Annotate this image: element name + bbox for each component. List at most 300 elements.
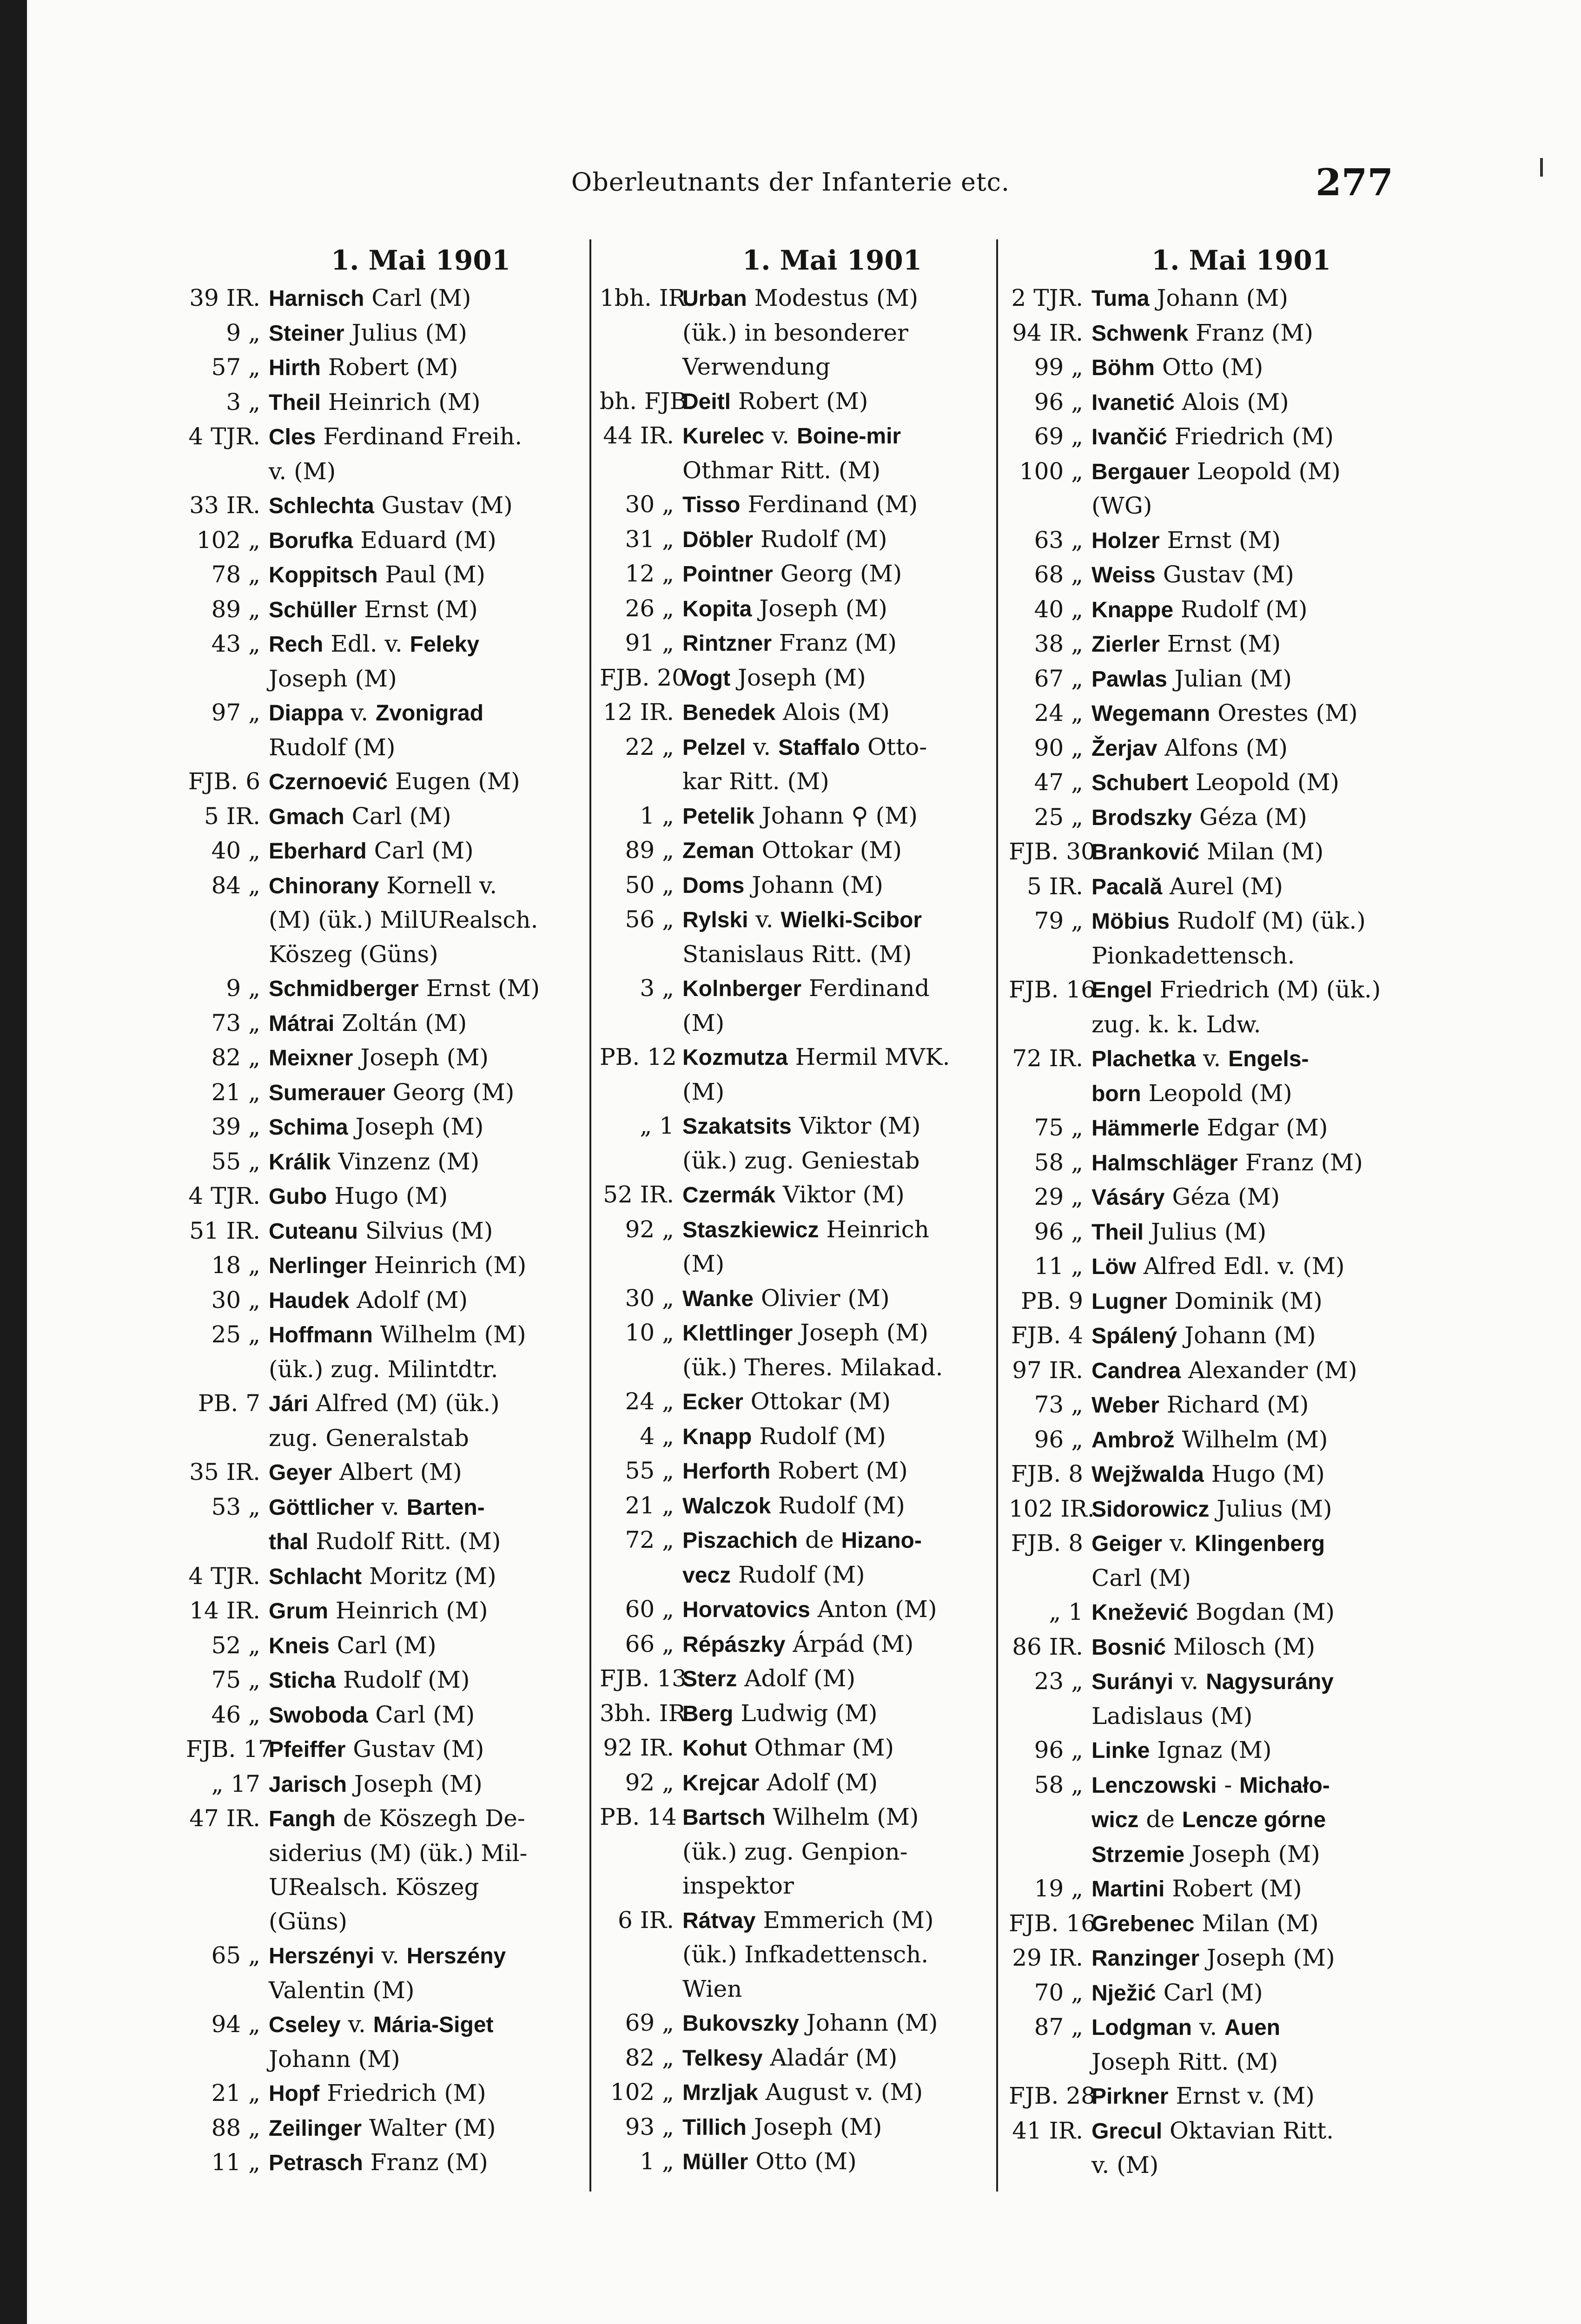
unit-ref: 72 IR. (1012, 1045, 1083, 1072)
surname: Cseley (269, 2013, 341, 2037)
officer-entry (600, 2110, 995, 2145)
surname: Steiner (269, 321, 344, 346)
officer-name: Surányi v. Nagysurány Ladislaus (M) (1091, 1668, 1334, 1730)
unit-ref: FJB. 13 (600, 1665, 687, 1692)
surname: Kozmutza (682, 1045, 788, 1070)
surname: Boine-mir (797, 424, 901, 449)
unit-ref: 6 IR. (618, 1906, 674, 1934)
officer-name: Rylski v. Wielki-Scibor Stanislaus Ritt. (M) (682, 906, 922, 968)
officer-name: Hopf Friedrich (M) (269, 2080, 486, 2106)
unit-ref: 60 „ (625, 1596, 674, 1623)
officer-entry (186, 1594, 586, 1629)
surname: Hizano- (841, 1528, 922, 1553)
officer-entry (1009, 1111, 1404, 1146)
unit-ref: 3bh. IR. (600, 1699, 694, 1727)
unit-ref: 84 „ (211, 872, 260, 899)
officer-entry (186, 1386, 586, 1455)
surname: Ivanetić (1091, 390, 1175, 415)
officer-name: Herforth Robert (M) (682, 1457, 908, 1484)
officer-entry (600, 522, 995, 557)
unit-ref: PB. 14 (600, 1803, 677, 1830)
officer-entry (186, 523, 586, 558)
officer-entry (186, 799, 586, 834)
surname: Pacală (1091, 874, 1163, 899)
officer-name: Schmidberger Ernst (M) (269, 975, 540, 1002)
officer-name: Nerlinger Heinrich (M) (269, 1252, 527, 1279)
officer-entry (600, 2006, 995, 2041)
officer-name: Kohut Othmar (M) (682, 1734, 894, 1761)
officer-entry (600, 833, 995, 868)
unit-ref: 35 IR. (189, 1459, 260, 1486)
officer-entry (186, 1629, 586, 1664)
officer-name: Wanke Olivier (M) (682, 1284, 890, 1312)
page-header (0, 153, 1581, 209)
surname: Haudek (269, 1288, 350, 1313)
unit-ref: 87 „ (1034, 2014, 1083, 2040)
unit-ref: 91 „ (625, 629, 674, 656)
unit-ref: 25 „ (1034, 803, 1083, 831)
surname: Répászky (682, 1632, 786, 1657)
officer-entry (186, 1802, 586, 1939)
officer-entry (1009, 523, 1404, 558)
surname: Herforth (682, 1459, 771, 1484)
officer-entry (1009, 1457, 1404, 1492)
unit-ref: FJB. 28 (1009, 2082, 1096, 2109)
officer-entry (1009, 973, 1404, 1042)
column-divider (996, 239, 998, 2192)
officer-entry (1009, 696, 1404, 731)
officer-name: Hoffmann Wilhelm (M) (ük.) zug. Milintdtr. (269, 1321, 526, 1383)
surname: Cles (269, 425, 316, 449)
unit-ref: 102 IR. (1009, 1495, 1095, 1522)
officer-entry (186, 2146, 586, 2180)
officer-entry (186, 627, 586, 696)
running-title: Oberleutnants der Infanterie etc. (571, 167, 1010, 197)
officer-entry (600, 1316, 995, 1385)
officer-name: Steiner Julius (M) (269, 319, 467, 346)
surname: Rech (269, 632, 324, 657)
unit-ref: FJB. 16 (1009, 1909, 1096, 1937)
officer-entry (1009, 1907, 1404, 1941)
surname: Mrzljak (682, 2080, 758, 2105)
surname: Engel (1091, 978, 1152, 1003)
officer-name: Sumerauer Georg (M) (269, 1078, 515, 1106)
officer-entry (1009, 1388, 1404, 1423)
officer-name: Wejžwalda Hugo (M) (1091, 1460, 1325, 1487)
unit-ref: 69 „ (625, 2009, 674, 2036)
officer-name: Horvatovics Anton (M) (682, 1596, 937, 1623)
officer-name: Chinorany Kornell v. (M) (ük.) MilURealsch. Köszeg (Güns) (269, 872, 538, 968)
officer-name: Döbler Rudolf (M) (682, 525, 887, 553)
surname: Czermák (682, 1183, 776, 1208)
unit-ref: 41 IR. (1012, 2117, 1083, 2144)
officer-name: Tisso Ferdinand (M) (682, 491, 918, 518)
unit-ref: 93 „ (625, 2113, 674, 2140)
unit-ref: 39 „ (211, 1113, 260, 1140)
officer-entry (600, 1731, 995, 1766)
officer-entry (1009, 1976, 1404, 2011)
unit-ref: 94 IR. (1012, 319, 1083, 346)
surname: Lodgman (1091, 2015, 1192, 2040)
unit-ref: 52 IR. (603, 1181, 674, 1208)
officer-name: Tillich Joseph (M) (682, 2113, 882, 2140)
officer-entry (186, 1214, 586, 1249)
surname: Strzemie (1091, 1842, 1185, 1867)
officer-name: Fangh de Köszegh De- siderius (M) (ük.) Mil- URealsch. Köszeg (Güns) (269, 1805, 528, 1935)
unit-ref: 55 „ (625, 1457, 674, 1484)
officer-entry (600, 971, 995, 1040)
officer-entry (1009, 350, 1404, 385)
unit-ref: 50 „ (625, 871, 674, 898)
unit-ref: 82 „ (211, 1044, 260, 1071)
officer-entry (600, 1903, 995, 2007)
unit-ref: 19 „ (1034, 1875, 1083, 1902)
officer-name: Knežević Bogdan (M) (1091, 1598, 1335, 1625)
surname: Rátvay (682, 1908, 756, 1933)
surname: Schlechta (269, 494, 374, 518)
officer-name: Schubert Leopold (M) (1091, 769, 1340, 796)
officer-entry (1009, 800, 1404, 835)
officer-name: Kozmutza Hermil MVK. (M) (682, 1043, 950, 1105)
surname: Möbius (1091, 909, 1170, 934)
unit-ref: 11 „ (211, 2149, 260, 2176)
entry-list (1009, 281, 1404, 2183)
officer-entry (186, 1283, 586, 1318)
unit-ref: 21 „ (625, 1492, 674, 1519)
unit-ref: 33 IR. (189, 492, 260, 519)
officer-name: Weber Richard (M) (1091, 1391, 1309, 1418)
surname: Spálený (1091, 1324, 1177, 1348)
officer-entry (1009, 1249, 1404, 1284)
surname: Wegemann (1091, 701, 1211, 726)
officer-name: Zeman Ottokar (M) (682, 837, 902, 864)
surname: Weiss (1091, 563, 1156, 588)
officer-entry (600, 1385, 995, 1419)
unit-ref: 22 „ (625, 733, 674, 760)
officer-name: Möbius Rudolf (M) (ük.) Pionkadettensch. (1091, 907, 1366, 969)
officer-name: Hirth Robert (M) (269, 354, 458, 381)
officer-entry (186, 1006, 586, 1041)
unit-ref: 89 „ (211, 595, 260, 623)
officer-entry (600, 1213, 995, 1281)
officer-name: Plachetka v. Engels- born Leopold (M) (1091, 1045, 1309, 1107)
officer-entry (186, 1076, 586, 1110)
officer-entry (1009, 1941, 1404, 1976)
officer-name: Theil Julius (M) (1091, 1218, 1267, 1245)
surname: Fangh (269, 1807, 336, 1831)
surname: Vogt (682, 666, 731, 691)
unit-ref: 55 „ (211, 1148, 260, 1175)
surname: Kurelec (682, 424, 765, 449)
surname: Sticha (269, 1668, 336, 1693)
unit-ref: PB. 12 (600, 1043, 677, 1070)
officer-entry (1009, 870, 1404, 905)
surname: Schima (269, 1115, 348, 1140)
officer-entry (600, 488, 995, 522)
officer-entry (1009, 1872, 1404, 1907)
officer-entry (186, 281, 586, 316)
unit-ref: 69 „ (1034, 423, 1083, 450)
unit-ref: 30 „ (625, 1284, 674, 1312)
surname: Nježić (1091, 1981, 1156, 2006)
surname: Koppitsch (269, 563, 378, 588)
officer-name: Ambrož Wilhelm (M) (1091, 1426, 1328, 1453)
unit-ref: 38 „ (1034, 630, 1083, 657)
officer-name: Swoboda Carl (M) (269, 1701, 475, 1728)
surname: Hämmerle (1091, 1116, 1200, 1141)
officer-entry (186, 1455, 586, 1490)
unit-ref: 58 „ (1034, 1771, 1083, 1798)
entry-list (600, 281, 995, 2179)
officer-name: Králik Vinzenz (M) (269, 1148, 480, 1175)
officer-name: Geyer Albert (M) (269, 1459, 462, 1486)
officer-name: Žerjav Alfons (M) (1091, 734, 1288, 761)
unit-ref: 97 IR. (1012, 1356, 1083, 1384)
surname: Wielki-Scibor (781, 908, 922, 932)
unit-ref: FJB. 4 (1011, 1322, 1083, 1349)
surname: Piszachich (682, 1528, 798, 1553)
surname: Michało- (1239, 1773, 1330, 1798)
surname: Lugner (1091, 1289, 1167, 1314)
surname: Wanke (682, 1286, 754, 1311)
officer-name: Ivanetić Alois (M) (1091, 388, 1289, 416)
unit-ref: 12 IR. (603, 699, 674, 726)
officer-name: Vogt Joseph (M) (682, 664, 866, 691)
surname: Feleky (410, 632, 480, 657)
officer-name: Sidorowicz Julius (M) (1091, 1495, 1332, 1522)
surname: Schmidberger (269, 977, 419, 1001)
unit-ref: 73 „ (1034, 1391, 1083, 1418)
officer-entry (186, 350, 586, 385)
unit-ref: 47 „ (1034, 769, 1083, 796)
unit-ref: 92 IR. (603, 1734, 674, 1761)
surname: Telkesy (682, 2046, 763, 2071)
unit-ref: 4 TJR. (188, 423, 260, 450)
surname: Nagysurány (1206, 1670, 1334, 1694)
officer-entry (186, 593, 586, 627)
officer-name: Borufka Eduard (M) (269, 526, 496, 554)
officer-entry (600, 1419, 995, 1454)
unit-ref: 99 „ (1034, 354, 1083, 381)
unit-ref: „ 1 (1049, 1598, 1083, 1625)
surname: Schwenk (1091, 321, 1189, 346)
surname: Swoboda (269, 1703, 368, 1728)
officer-entry (1009, 766, 1404, 800)
surname: Wejžwalda (1091, 1462, 1204, 1487)
officer-entry (600, 1662, 995, 1697)
surname: Hoffmann (269, 1323, 373, 1347)
officer-entry (1009, 2114, 1404, 2183)
unit-ref: 2 TJR. (1011, 284, 1083, 311)
officer-name: Walczok Rudolf (M) (682, 1492, 905, 1519)
officer-entry (600, 799, 995, 834)
officer-name: Wegemann Orestes (M) (1091, 700, 1358, 726)
surname: Hopf (269, 2081, 320, 2106)
surname: Pelzel (682, 735, 746, 760)
surname: Lenczowski (1091, 1773, 1217, 1798)
surname: Knežević (1091, 1600, 1189, 1625)
officer-name: Kopita Joseph (M) (682, 594, 887, 622)
officer-name: Schlacht Moritz (M) (269, 1562, 496, 1590)
column-divider (589, 239, 591, 2192)
unit-ref: 63 „ (1034, 526, 1083, 554)
surname: Knappe (1091, 597, 1174, 622)
officer-entry (1009, 420, 1404, 455)
officer-entry (186, 1110, 586, 1145)
officer-entry (1009, 731, 1404, 766)
officer-name: Cseley v. Mária-Siget Johann (M) (269, 2011, 494, 2073)
officer-name: Zeilinger Walter (M) (269, 2114, 496, 2141)
surname: Lencze górne (1182, 1808, 1326, 1832)
officer-name: Göttlicher v. Barten- thal Rudolf Ritt. (M) (269, 1493, 501, 1555)
surname: Diappa (269, 701, 344, 726)
officer-name: Sterz Adolf (M) (682, 1665, 856, 1692)
officer-name: Szakatsits Viktor (M) (ük.) zug. Geniestab (682, 1112, 921, 1174)
officer-name: Tuma Johann (M) (1091, 284, 1289, 311)
officer-name: Lenczowski - Michało- wicz de Lencze górne Strzemie Joseph (M) (1091, 1771, 1330, 1868)
unit-ref: 5 IR. (204, 802, 260, 830)
officer-entry (600, 868, 995, 903)
officer-name: Rintzner Franz (M) (682, 629, 897, 656)
officer-entry (1009, 1353, 1404, 1388)
officer-name: Hämmerle Edgar (M) (1091, 1114, 1328, 1141)
unit-ref: 29 IR. (1012, 1944, 1083, 1971)
unit-ref: 1bh. IR. (600, 284, 694, 311)
officer-entry (186, 2007, 586, 2076)
officer-entry (186, 1179, 586, 1214)
officer-entry (600, 1697, 995, 1731)
officer-name: Gubo Hugo (M) (269, 1182, 448, 1209)
unit-ref: 52 „ (211, 1631, 260, 1659)
officer-entry (186, 385, 586, 420)
unit-ref: 86 IR. (1012, 1633, 1083, 1660)
unit-ref: 3 „ (640, 975, 674, 1002)
unit-ref: 9 „ (226, 975, 260, 1002)
officer-entry (186, 489, 586, 523)
unit-ref: PB. 7 (198, 1390, 260, 1417)
surname: Pirkner (1091, 2084, 1169, 2109)
officer-entry (600, 2075, 995, 2110)
unit-ref: 96 „ (1034, 1736, 1083, 1763)
officer-entry (600, 1523, 995, 1592)
officer-name: Martini Robert (M) (1091, 1875, 1302, 1902)
officer-entry (1009, 1595, 1404, 1630)
officer-entry (600, 1281, 995, 1316)
unit-ref: 10 „ (625, 1319, 674, 1346)
unit-ref: 51 IR. (189, 1217, 260, 1244)
surname: Bergauer (1091, 459, 1190, 484)
surname: Cuteanu (269, 1219, 358, 1244)
officer-name: Kolnberger Ferdinand (M) (682, 975, 930, 1037)
surname: Berg (682, 1701, 734, 1726)
surname: Engels- (1228, 1047, 1309, 1071)
officer-entry (186, 1559, 586, 1594)
officer-name: Telkesy Aladár (M) (682, 2044, 898, 2071)
unit-ref: 102 „ (610, 2079, 674, 2106)
unit-ref: FJB. 17 (186, 1736, 273, 1763)
surname: born (1091, 1081, 1141, 1106)
officer-name: Piszachich de Hizano- vecz Rudolf (M) (682, 1526, 922, 1588)
surname: Müller (682, 2150, 748, 2174)
officer-name: Lodgman v. Auen Joseph Ritt. (M) (1091, 2014, 1280, 2075)
officer-name: Urban Modestus (M) (ük.) in besonderer Verwendung (682, 284, 919, 380)
unit-ref: 82 „ (625, 2044, 674, 2071)
officer-entry (600, 557, 995, 592)
surname: Döbler (682, 527, 754, 552)
officer-name: Berg Ludwig (M) (682, 1699, 878, 1727)
officer-name: Bukovszky Johann (M) (682, 2009, 938, 2036)
surname: Kneis (269, 1633, 330, 1658)
officer-name: Haudek Adolf (M) (269, 1286, 468, 1314)
officer-name: Eberhard Carl (M) (269, 837, 474, 864)
unit-ref: 67 „ (1034, 665, 1083, 692)
surname: thal (269, 1530, 309, 1554)
unit-ref: 75 „ (211, 1666, 260, 1693)
officer-entry (1009, 1042, 1404, 1111)
surname: Schubert (1091, 771, 1189, 795)
unit-ref: 94 „ (211, 2011, 260, 2038)
surname: Löw (1091, 1254, 1136, 1279)
unit-ref: 25 „ (211, 1321, 260, 1348)
officer-name: Czernoević Eugen (M) (269, 768, 520, 795)
unit-ref: 21 „ (211, 1078, 260, 1106)
surname: Linke (1091, 1738, 1150, 1763)
officer-entry (1009, 455, 1404, 523)
unit-ref: „ 1 (640, 1112, 674, 1139)
officer-name: Mrzljak August v. (M) (682, 2079, 923, 2106)
unit-ref: 47 IR. (189, 1805, 260, 1832)
surname: Zeman (682, 838, 754, 863)
surname: Kolnberger (682, 977, 802, 1001)
officer-name: Kneis Carl (M) (269, 1631, 437, 1659)
officer-name: Klettlinger Joseph (M) (ük.) Theres. Milakad. (682, 1319, 943, 1381)
column-heading: 1. Mai 1901 (331, 244, 511, 276)
surname: Hirth (269, 356, 321, 380)
officer-name: Candrea Alexander (M) (1091, 1356, 1357, 1384)
surname: Klettlinger (682, 1321, 793, 1346)
surname: Ranzinger (1091, 1946, 1200, 1971)
officer-entry (1009, 1664, 1404, 1733)
surname: Tisso (682, 493, 741, 517)
surname: Chinorany (269, 873, 379, 898)
officer-entry (1009, 1768, 1404, 1872)
surname: wicz (1091, 1808, 1139, 1832)
surname: vecz (682, 1563, 731, 1588)
unit-ref: 66 „ (625, 1630, 674, 1657)
officer-name: Böhm Otto (M) (1091, 354, 1263, 381)
unit-ref: 40 „ (211, 837, 260, 864)
surname: Ambrož (1091, 1427, 1175, 1452)
unit-ref: 23 „ (1034, 1668, 1083, 1695)
surname: Halmschläger (1091, 1150, 1238, 1175)
unit-ref: 89 „ (625, 837, 674, 864)
officer-entry (1009, 1630, 1404, 1665)
unit-ref: 53 „ (211, 1493, 260, 1520)
officer-name: Weiss Gustav (M) (1091, 561, 1294, 588)
officer-name: Czermák Viktor (M) (682, 1181, 905, 1208)
officer-name: Doms Johann (M) (682, 871, 883, 898)
surname: Brodszky (1091, 805, 1192, 830)
officer-name: Holzer Ernst (M) (1091, 526, 1281, 554)
officer-name: Schlechta Gustav (M) (269, 492, 513, 519)
surname: Göttlicher (269, 1495, 374, 1520)
unit-ref: 92 „ (625, 1215, 674, 1243)
officer-name: Sticha Rudolf (M) (269, 1666, 470, 1693)
officer-entry (186, 869, 586, 972)
officer-entry (186, 1248, 586, 1283)
officer-name: Petrasch Franz (M) (269, 2149, 488, 2176)
entry-list (186, 281, 586, 2180)
